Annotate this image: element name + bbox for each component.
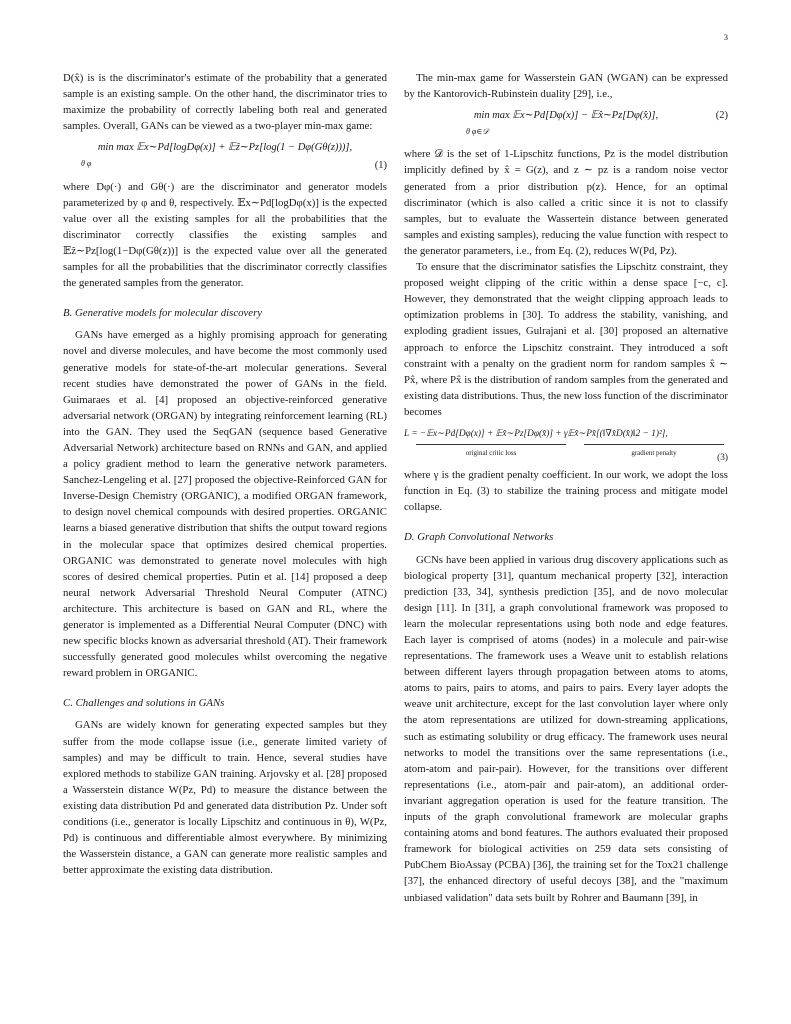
equation-subscript: θ φ	[81, 159, 92, 169]
paragraph: The min-max game for Wasserstein GAN (WGAN) can be expressed by the Kantorovich-Rubinstein duality [29], i.e.,	[404, 72, 728, 101]
paragraph: where Dφ(·) and Gθ(·) are the discriminator and generator models parameterized by φ and θ, respectively. 𝔼x∼Pd[logDφ(x)] is the expected value over all the existing samples for all the probabilities that the discriminator correctly classifies the existing samples and 𝔼ẑ∼Pz[log(1−Dφ(Gθ(z))] is the expected value over all the generated samples for all the probabilities that the discriminator correctly classifies the generated samples from the generator.	[63, 180, 387, 290]
section-heading: B. Generative models for molecular discovery	[63, 307, 263, 320]
equation-number: (3)	[717, 452, 728, 463]
equation-subscript: θ φ∈𝒟	[466, 127, 489, 137]
paragraph: D(x̂) is is the discriminator's estimate of the probability that a generated sample is an existing sample. On the other hand, the discriminator tries to maximize the probability of correctly labeling both real and generated samples. Overall, GANs can be viewed as a two-player min-max game:	[63, 72, 387, 133]
equation-text: L = −𝔼x∼Pd[Dφ(x)] + 𝔼x̂∼Pz[Dφ(x̂)] + γ𝔼x̂∼Px̂[(‖∇x̂D(x̂)‖2 − 1)²],	[404, 428, 668, 439]
left-column	[63, 70, 387, 878]
equation-3	[404, 426, 728, 461]
right-column	[404, 70, 728, 906]
paragraph: GANs are widely known for generating expected samples but they suffer from the mode collapse issue (i.e., generate limited variety of samples) and may be difficult to train. Hence, several studies have explored methods to stabilize GAN training. Arjovsky et al. [28] proposed a Wasserstein distance W(Pz, Pd) to measure the distance between the existing data distribution Pd and generated data distribution Pz. Under soft conditions (i.e., generator is locally Lipschitz and continuous in θ), W(Pz, Pd) is continuous and differentiable almost everywhere. By minimizing the Wasserstein distance, a GAN can generate more realistic samples and better approximate the existing data distribution.	[63, 719, 387, 877]
equation-1	[63, 140, 387, 172]
brace-label-gradient-penalty: gradient penalty	[584, 444, 724, 461]
equation-number: (2)	[715, 110, 728, 122]
brace-label-critic-loss: original critic loss	[416, 444, 566, 461]
paragraph: where γ is the gradient penalty coefficient. In our work, we adopt the loss function in Eq. (3) to stabilize the training process and mitigate model collapse.	[404, 469, 728, 514]
paragraph: To ensure that the discriminator satisfies the Lipschitz constraint, they proposed weight clipping of the critic within a dense space [−c, c]. However, they demonstrated that the weight clipping approach leads to optimization problems in [30]. To address the stability, vanishing, and exploding gradient issues, Gulrajani et al. [30] proposed an alternative approach to enforce the Lipschitz constraint. They introduced a soft constraint with a penalty on the gradient norm for random samples x̂ ∼ Px̂, where Px̂ is the distribution of random samples from the generated and existing data distributions. Thus, the new loss function of the discriminator becomes	[404, 261, 728, 418]
section-heading: C. Challenges and solutions in GANs	[63, 697, 225, 710]
equation-text: min max 𝔼x∼Pd[logDφ(x)] + 𝔼ẑ∼Pz[log(1 − Dφ(Gθ(z)))],	[97, 142, 353, 154]
equation-number: (1)	[374, 160, 387, 172]
equation-2	[404, 108, 728, 140]
section-heading: D. Graph Convolutional Networks	[404, 531, 554, 544]
paragraph: where 𝒟 is the set of 1-Lipschitz functions, Pz is the model distribution implicitly defined by x̂ = G(z), and z ∼ pz is a random noise vector generated from a prior distribution p(z). Hence, for an optimal discriminator (which is also called a critic since it is not to classify samples, but to evaluate the Wassertein distance between generated samples and existing samples), reducing the value function with respect to the generator parameters, i.e., from Eq. (2), reduces W(Pd, Pz).	[404, 148, 728, 257]
equation-braces	[404, 444, 728, 461]
paragraph: GCNs have been applied in various drug discovery applications such as biological property [31], quantum mechanical property [32], interaction prediction [33, 34], synthesis prediction [35], and de novo molecular design [11]. In [31], a graph convolutional framework was proposed to learn the molecular representations using both node and edge features. Each layer is comprised of atoms (nodes) in a molecule and pair-wise representations. The framework uses a Weave unit to establish relations between different layers through propagation between atoms to atoms, atoms to pairs, pairs to atoms, and pairs to pairs. Every layer adopts the weave unit architecture, except for the last convolution layer where only the atom representations are utilized for down-streaming applications, such as estimating solubility or drug efficacy. The framework uses neural networks to model the transitions over the same representations (i.e., atom-atom and pair-pair). However, for the transitions over different representations (i.e., atom-pair and pair-atom), an additional order-invariant aggregation operation is used for the feature transition. The inputs of the graph convolutional framework are molecular graphs containing atoms and bond features. The authors evaluated their proposed framework for biological activities on 259 data sets consisting of PubChem BioAssay (PCBA) [36], the training set for the Tox21 challenge [37], the enhanced directory of useful decoys [38], and the "maximum unbiased validation" data sets built by Rohrer and Baumann [39], in	[404, 553, 728, 904]
paragraph: GANs have emerged as a highly promising approach for generating novel and diverse molecules, and have become the most commonly used generative models for state-of-the-art molecular generations. Several recent studies have demonstrated the power of GANs in the field. Guimaraes et al. [4] proposed an objective-reinforced generative adversarial network (ORGAN) by integrating reinforcement learning (RL) into the GAN. They used the SeqGAN (sequence based Generative Adversarial Network) architecture based on RNNs and GAN, and applied a policy gradient method to learn the generative network parameters. Sanchez-Lengeling et al. [27] proposed the objective-Reinforced GAN for Inverse-Design Chemistry (ORGANIC), a modified ORGAN framework, to design novel chemical compounds with desired properties. ORGANIC learns a biased generative distribution that shifts the output toward regions in the molecular space that optimizes desired chemical properties. ORGANIC was demonstrated to generate novel molecules with high scores of desired chemical properties. Putin et al. [14] proposed a deep neural network Adversarial Threshold Neural Computer (ATNC) architecture. This architecture is based on GAN and RL, where the generator is implemented as a Differential Neural Computer (DNC) with new specific blocks known as adversarial threshold (AT). Their framework successfully generated good molecules whilst overcoming the negative reward problem in ORGANIC.	[63, 329, 387, 680]
page-number: 3	[723, 32, 728, 42]
equation-text: min max 𝔼x∼Pd[Dφ(x)] − 𝔼x̂∼Pz[Dφ(x̂)],	[473, 110, 659, 122]
